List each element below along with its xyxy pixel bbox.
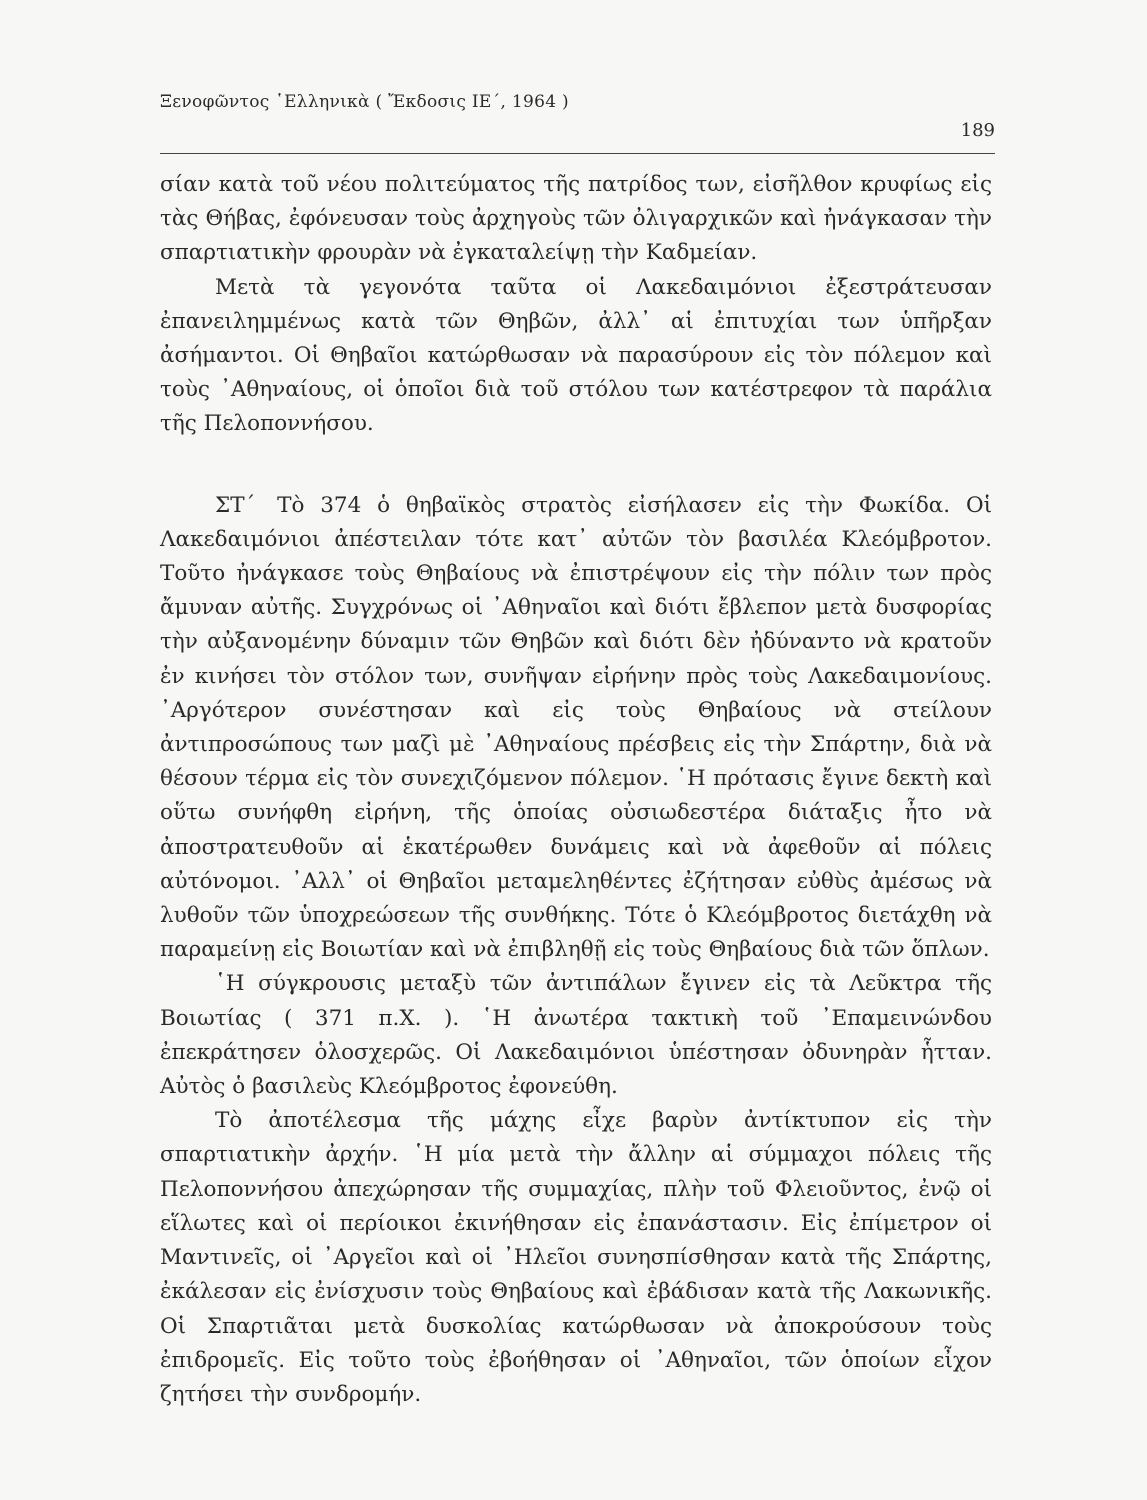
paragraph: Τὸ ἀποτέλεσμα τῆς μάχης εἶχε βαρὺν ἀντίκτυπον εἰς τὴν σπαρτιατικὴν ἀρχήν. ῾Η μία μετὰ τὴν ἄλλην αἱ σύμμαχοι πόλεις τῆς Πελοποννήσου ἀπεχώρησαν τῆς συμμαχίας, πλὴν τοῦ Φλειοῦντος, ἐνῷ οἱ εἵλωτες καὶ οἱ περίοικοι ἐκινήθησαν εἰς ἐπανάστασιν. Εἰς ἐπίμετρον οἱ Μαντινεῖς, οἱ ᾿Αργεῖοι καὶ οἱ ᾿Ηλεῖοι συνησπίσθησαν κατὰ τῆς Σπάρτης, ἐκάλεσαν εἰς ἐνίσχυσιν τοὺς Θηβαίους καὶ ἐβάδισαν κατὰ τῆς Λακωνικῆς. Οἱ Σπαρτιᾶται μετὰ δυσκολίας κατώρθωσαν νὰ ἀποκρούσουν τοὺς ἐπιδρομεῖς. Εἰς τοῦτο τοὺς ἐβοήθησαν οἱ ᾿Αθηναῖοι, τῶν ὁποίων εἶχον ζητήσει τὴν συνδρομήν. [160, 1108, 992, 1407]
paragraph: ῾Η σύγκρουσις μεταξὺ τῶν ἀντιπάλων ἔγινεν εἰς τὰ Λεῦκτρα τῆς Βοιωτίας ( 371 π.Χ. ). ῾Η ἀνωτέρα τακτικὴ τοῦ ᾿Επαμεινώνδου ἐπεκράτησεν ὁλοσχερῶς. Οἱ Λακεδαιμόνιοι ὑπέστησαν ὀδυνηρὰν ἧτταν. Αὐτὸς ὁ βασιλεὺς Κλεόμβροτος ἐφονεύθη. [160, 971, 992, 1100]
section-gap [160, 442, 992, 489]
body-text [160, 168, 992, 1412]
page-number: 189 [960, 120, 995, 141]
paragraph: σίαν κατὰ τοῦ νέου πολιτεύματος τῆς πατρίδος των, εἰσῆλθον κρυφίως εἰς τὰς Θήβας, ἐφόνευσαν τοὺς ἀρχηγοὺς τῶν ὀλιγαρχικῶν καὶ ἠνάγκασαν τὴν σπαρτιατικὴν φρουρὰν νὰ ἐγκαταλείψῃ τὴν Καδμείαν. [160, 172, 992, 266]
running-title: Ξενοφῶντος ῾Ελληνικὰ ( Ἔκδοσις ΙΕ΄, 1964 ) [160, 92, 569, 112]
section-label: ΣΤ΄ [215, 492, 256, 518]
paragraph: Μετὰ τὰ γεγονότα ταῦτα οἱ Λακεδαιμόνιοι ἐξεστράτευσαν ἐπανειλημμένως κατὰ τῶν Θηβῶν, ἀλλ᾿ αἱ ἐπιτυχίαι των ὑπῆρξαν ἀσήμαντοι. Οἱ Θηβαῖοι κατώρθωσαν νὰ παρασύρουν εἰς τὸν πόλεμον καὶ τοὺς ᾿Αθηναίους, οἱ ὁποῖοι διὰ τοῦ στόλου των κατέστρεφον τὰ παράλια τῆς Πελοποννήσου. [160, 274, 992, 437]
paragraph-text: Τὸ 374 ὁ θηβαϊκὸς στρατὸς εἰσήλασεν εἰς τὴν Φωκίδα. Οἱ Λακεδαιμόνιοι ἀπέστειλαν τότε κατ᾿ αὐτῶν τὸν βασιλέα Κλεόμβροτον. Τοῦτο ἠνάγκασε τοὺς Θηβαίους νὰ ἐπιστρέψουν εἰς τὴν πόλιν των πρὸς ἄμυναν αὐτῆς. Συγχρόνως οἱ ᾿Αθηναῖοι καὶ διότι ἔβλεπον μετὰ δυσφορίας τὴν αὐξανομένην δύναμιν τῶν Θηβῶν καὶ διότι δὲν ἠδύναντο νὰ κρατοῦν ἐν κινήσει τὸν στόλον των, συνῆψαν εἰρήνην πρὸς τοὺς Λακεδαιμονίους. ᾿Αργότερον συνέστησαν καὶ εἰς τοὺς Θηβαίους νὰ στείλουν ἀντιπροσώπους των μαζὶ μὲ ᾿Αθηναίους πρέσβεις εἰς τὴν Σπάρτην, διὰ νὰ θέσουν τέρμα εἰς τὸν συνεχιζόμενον πόλεμον. ῾Η πρότασις ἔγινε δεκτὴ καὶ οὕτω συνήφθη εἰρήνη, τῆς ὁποίας οὐσιωδεστέρα διάταξις ἦτο νὰ ἀποστρατευθοῦν αἱ ἑκατέρωθεν δυνάμεις καὶ νὰ ἀφεθοῦν αἱ πόλεις αὐτόνομοι. ᾿Αλλ᾿ οἱ Θηβαῖοι μεταμεληθέντες ἐζήτησαν εὐθὺς ἀμέσως νὰ λυθοῦν τῶν ὑποχρεώσεων τῆς συνθήκης. Τότε ὁ Κλεόμβροτος διετάχθη νὰ παραμείνῃ εἰς Βοιωτίαν καὶ νὰ ἐπιβληθῇ εἰς τοὺς Θηβαίους διὰ τῶν ὅπλων. [160, 492, 992, 963]
paragraph [160, 489, 992, 968]
running-head [160, 92, 995, 141]
header-rule [160, 153, 995, 154]
